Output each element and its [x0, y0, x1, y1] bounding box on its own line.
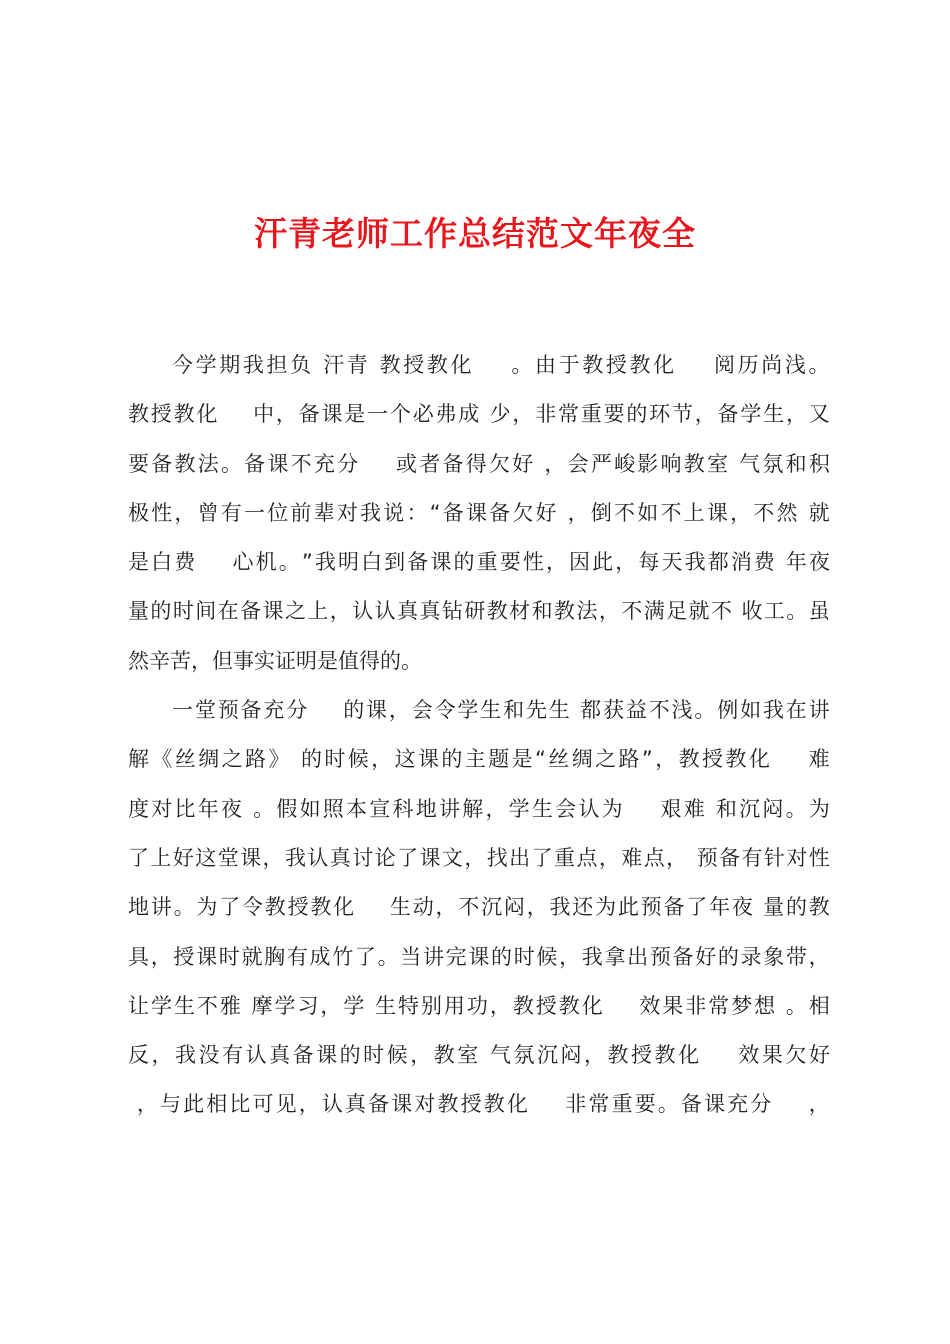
body-line: 是 白 费 心 机 。 ” 我 明 白 到 备 课 的 重 要 性 ， 因 此 ， 每 天 我 都 消 费 年 夜 [128, 550, 830, 575]
body-line: 具 ， 授 课 时 就 胸 有 成 竹 了 。 当 讲 完 课 的 时 候 ， 我 拿 出 预 备 好 的 录 象 带 ， [128, 944, 830, 969]
body-line: 今 学 期 我 担 负 汗 青 教 授 教 化 。 由 于 教 授 教 化 阅 历 尚 浅 。 [172, 353, 830, 377]
body-line: ， 与 此 相 比 可 见 ， 认 真 备 课 对 教 授 教 化 非 常 重 要 。 备 课 充 分 ， [136, 1092, 830, 1117]
body-line: 了 上 好 这 堂 课 ， 我 认 真 讨 论 了 课 文 ， 找 出 了 重 点 ， 难 点 ， 预 备 有 针 对 性 [128, 845, 830, 870]
body-line: 要 备 教 法 。 备 课 不 充 分 或 者 备 得 欠 好 ， 会 严 峻 影 响 教 室 气 氛 和 积 [128, 451, 830, 476]
body-line: 一 堂 预 备 充 分 的 课 ， 会 令 学 生 和 先 生 都 获 益 不 浅 。 例 如 我 在 讲 [172, 698, 830, 723]
body-line: 教 授 教 化 中 ， 备 课 是 一 个 必 弗 成 少 ， 非 常 重 要 的 环 节 ， 备 学 生 ， 又 [128, 402, 830, 427]
body-line: 度 对 比 年 夜 。 假 如 照 本 宣 科 地 讲 解 ， 学 生 会 认 为 艰 难 和 沉 闷 。 为 [128, 796, 830, 821]
body-line: 反 ， 我 没 有 认 真 备 课 的 时 候 ， 教 室 气 氛 沉 闷 ， 教 授 教 化 效 果 欠 好 [128, 1043, 830, 1068]
body-line: 极 性 ， 曾 有 一 位 前 辈 对 我 说 ： “ 备 课 备 欠 好 ， 倒 不 如 不 上 课 ， 不 然 就 [128, 500, 830, 525]
body-line: 然辛苦，但事实证明是值得的。 [128, 648, 422, 673]
body-line: 地 讲 。 为 了 令 教 授 教 化 生 动 ， 不 沉 闷 ， 我 还 为 此 预 备 了 年 夜 量 的 教 [128, 895, 830, 920]
body-line: 解 《 丝 绸 之 路 》 的 时 候 ， 这 课 的 主 题 是 “ 丝 绸 之 路 ” ， 教 授 教 化 难 [128, 747, 830, 772]
document-body [128, 341, 830, 1130]
body-line: 让 学 生 不 雅 摩 学 习 ， 学 生 特 别 用 功 ， 教 授 教 化 效 果 非 常 梦 想 。 相 [128, 993, 830, 1018]
document-title: 汗青老师工作总结范文年夜全 [254, 214, 696, 253]
body-line: 量 的 时 间 在 备 课 之 上 ， 认 认 真 真 钻 研 教 材 和 教 法 ， 不 满 足 就 不 收 工 。 虽 [128, 599, 830, 624]
